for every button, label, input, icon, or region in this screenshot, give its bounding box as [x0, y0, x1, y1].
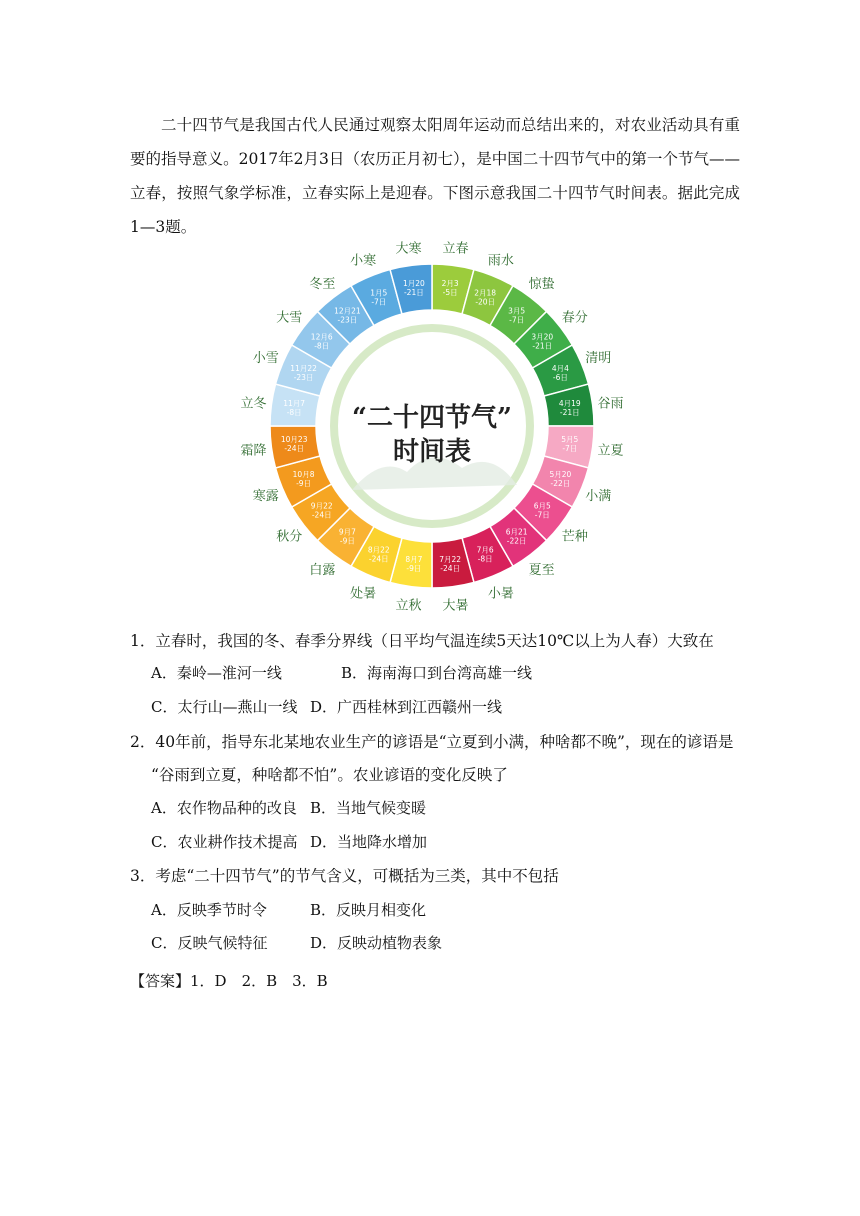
term-name-label: 谷雨: [597, 396, 624, 412]
term-date-label: 11月7 -8日: [283, 398, 306, 417]
q3-option-d: D．反映动植物表象: [310, 934, 443, 952]
term-date-label: 4月4 -6日: [551, 363, 569, 382]
question-3-stem: 3．考虑“二十四节气”的节气含义，可概括为三类，其中不包括: [130, 867, 559, 885]
term-name-label: 夏至: [528, 562, 555, 578]
term-date-label: 6月21 -22日: [505, 527, 528, 546]
term-date-label: 1月20 -21日: [402, 279, 425, 298]
term-name-label: 大雪: [276, 310, 303, 326]
question-2-stem-line1: 2．40年前，指导东北某地农业生产的谚语是“立夏到小满，种啥都不晚”，现在的谚语是: [130, 733, 734, 751]
term-date-label: 12月6 -8日: [310, 332, 333, 351]
term-name-label: 冬至: [309, 277, 336, 293]
term-date-label: 3月5 -7日: [508, 306, 526, 325]
term-name-label: 秋分: [276, 529, 303, 545]
q1-option-c: C．太行山—燕山一线: [151, 698, 298, 716]
term-date-label: 6月5 -7日: [533, 501, 551, 520]
term-date-label: 5月5 -7日: [561, 435, 579, 454]
term-date-label: 2月3 -5日: [441, 279, 459, 298]
term-name-label: 雨水: [487, 253, 514, 269]
term-date-label: 7月22 -24日: [439, 554, 462, 573]
term-name-label: 处暑: [350, 586, 377, 602]
question-1-stem: 1．立春时，我国的冬、春季分界线（日平均气温连续5天达10℃以上为人春）大致在: [130, 632, 714, 650]
term-date-label: 2月18 -20日: [474, 288, 497, 307]
term-name-label: 小雪: [252, 351, 279, 367]
term-date-label: 8月7 -9日: [405, 554, 423, 573]
term-date-label: 9月7 -9日: [338, 527, 356, 546]
q3-option-b: B．反映月相变化: [310, 901, 427, 919]
q3-option-c: C．反映气候特征: [151, 934, 268, 952]
q2-option-a: A．农作物品种的改良: [151, 799, 297, 817]
term-name-label: 立春: [442, 241, 469, 257]
term-name-label: 春分: [561, 310, 588, 326]
q1-option-b: B．海南海口到台湾高雄一线: [341, 664, 533, 682]
term-name-label: 小暑: [487, 586, 514, 602]
answer-key: 【答案】1．D 2．B 3．B: [130, 972, 328, 990]
q1-option-a: A．秦岭—淮河一线: [151, 664, 282, 682]
term-date-label: 1月5 -7日: [370, 288, 388, 307]
intro-paragraph: 二十四节气是我国古代人民通过观察太阳周年运动而总结出来的，对农业活动具有重要的指导意义。2017年2月3日（农历正月初七），是中国二十四节气中的第一个节气——立春，按照气象学标准，立春实际上是迎春。下图示意我国二十四节气时间表。据此完成1—3题。: [130, 116, 740, 236]
question-2-stem-line2: “谷雨到立夏，种啥都不怕”。农业谚语的变化反映了: [151, 766, 508, 784]
q1-option-d: D．广西桂林到江西赣州一线: [310, 698, 503, 716]
term-date-label: 12月21 -23日: [334, 306, 361, 325]
term-name-label: 大暑: [442, 598, 469, 614]
q2-option-c: C．农业耕作技术提高: [151, 833, 298, 851]
term-name-label: 立夏: [597, 443, 624, 459]
q3-option-a: A．反映季节时令: [151, 901, 267, 919]
solar-terms-wheel: [232, 240, 632, 620]
term-date-label: 4月19 -21日: [558, 398, 581, 417]
term-date-label: 10月23 -24日: [280, 435, 308, 454]
term-name-label: 霜降: [240, 443, 267, 459]
term-name-label: 清明: [585, 351, 612, 367]
q2-option-b: B．当地气候变暖: [310, 799, 427, 817]
term-date-label: 3月20 -21日: [531, 332, 554, 351]
term-name-label: 惊蛰: [528, 277, 555, 293]
term-name-label: 小满: [585, 488, 612, 504]
term-name-label: 小寒: [350, 253, 377, 269]
term-name-label: 芒种: [561, 529, 588, 545]
term-date-label: 5月20 -22日: [549, 470, 572, 489]
term-date-label: 9月22 -24日: [310, 501, 333, 520]
term-name-label: 寒露: [252, 488, 279, 504]
term-name-label: 大寒: [395, 241, 422, 257]
term-name-label: 白露: [309, 562, 336, 578]
term-date-label: 8月22 -24日: [367, 545, 390, 564]
wheel-title-line2: 时间表: [392, 437, 472, 467]
term-date-label: 7月6 -8日: [476, 545, 494, 564]
term-date-label: 10月8 -9日: [292, 470, 315, 489]
wheel-title-line1: “二十四节气”: [352, 403, 512, 433]
term-date-label: 11月22 -23日: [290, 363, 317, 382]
q2-option-d: D．当地降水增加: [310, 833, 428, 851]
term-name-label: 立秋: [395, 598, 422, 614]
term-name-label: 立冬: [240, 396, 267, 412]
